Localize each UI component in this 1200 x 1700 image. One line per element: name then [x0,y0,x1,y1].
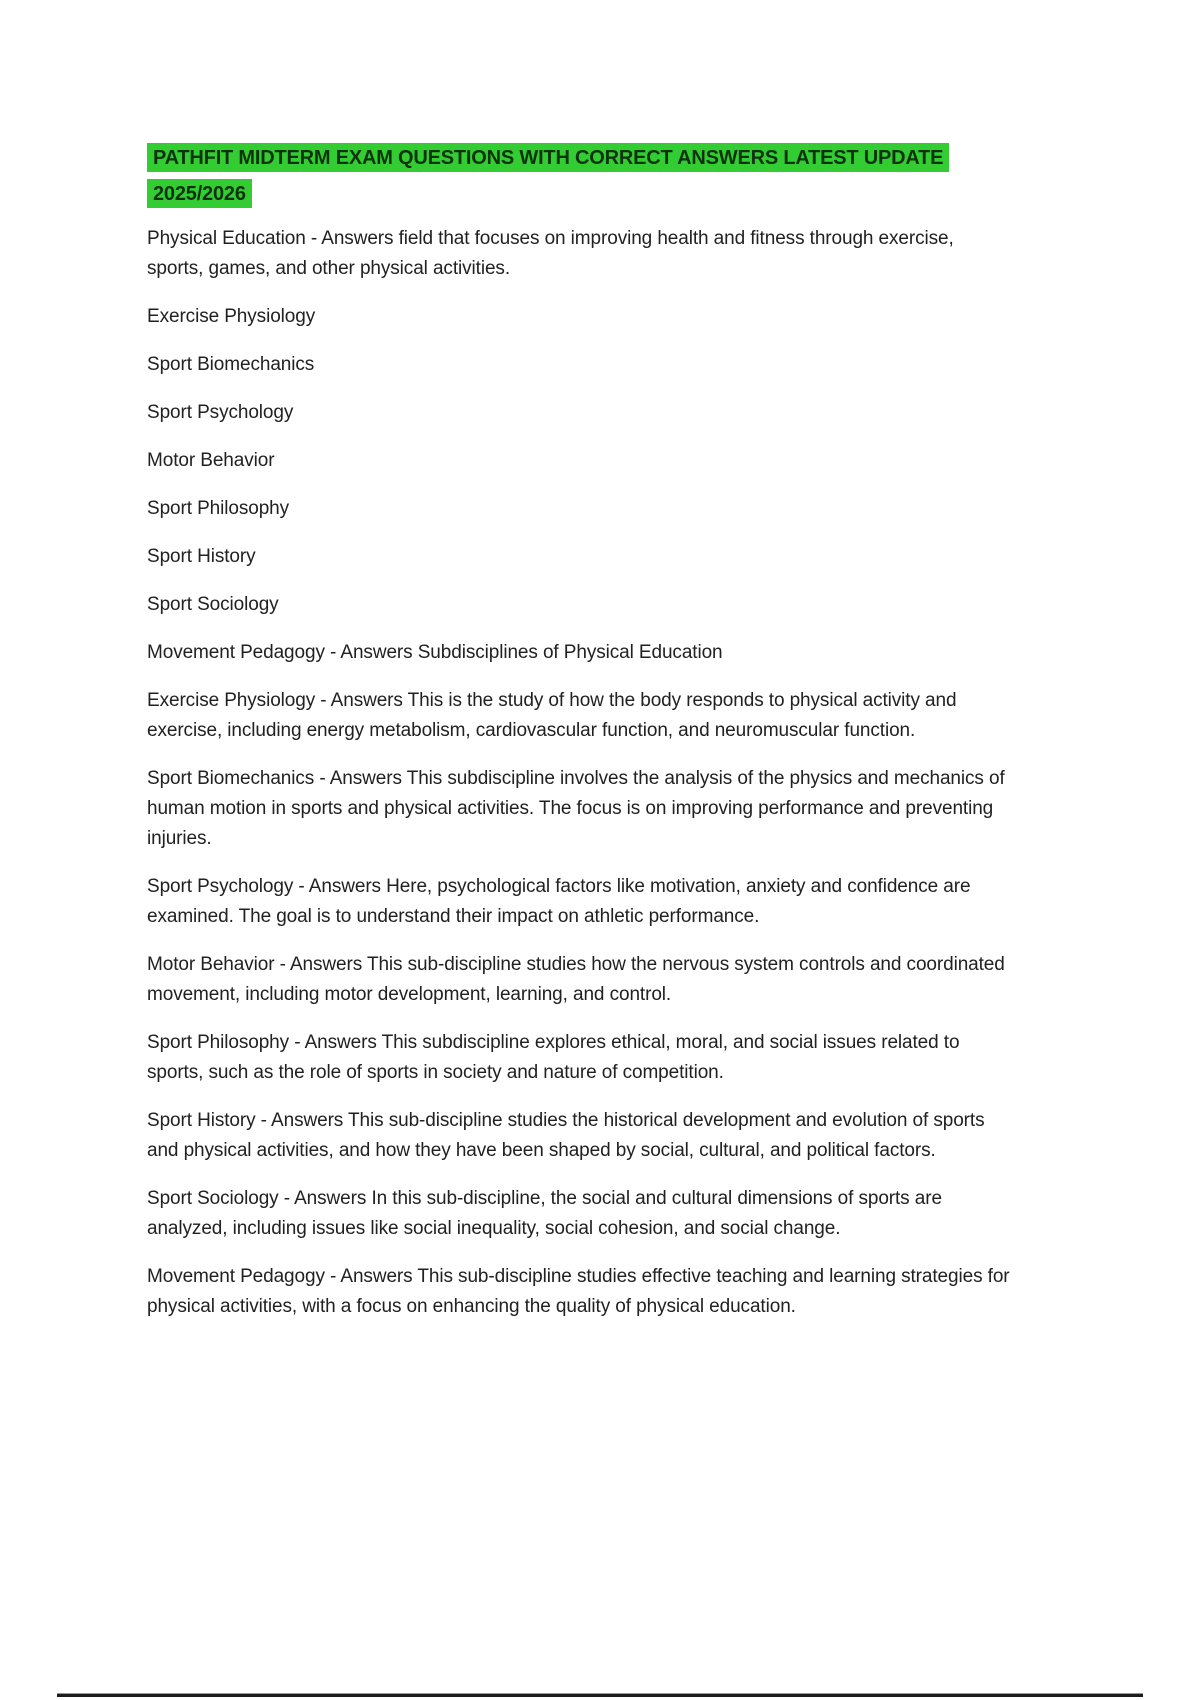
paragraph: Sport Psychology [147,402,294,423]
paragraph: Sport Biomechanics [147,354,315,375]
paragraph: Sport Psychology - Answers Here, psychological factors like motivation, anxiety and confidence are examined. The goal is to understand their impact on athletic performance. [147,876,971,927]
paragraph: Sport History [147,546,256,567]
paragraph: Sport Biomechanics - Answers This subdiscipline involves the analysis of the physics and mechanics of human motion in sports and physical activities. The focus is on improving performance and preventing injuries. [147,768,1005,849]
paragraph: Motor Behavior - Answers This sub-discipline studies how the nervous system controls and coordinated movement, including motor development, learning, and control. [147,954,1005,1005]
paragraph: Sport Sociology - Answers In this sub-discipline, the social and cultural dimensions of sports are analyzed, including issues like social inequality, social cohesion, and social change. [147,1188,942,1239]
page-break-divider [57,1693,1143,1697]
paragraph: Exercise Physiology - Answers This is the study of how the body responds to physical activity and exercise, including energy metabolism, cardiovascular function, and neuromuscular function. [147,690,957,741]
page-title-highlight: PATHFIT MIDTERM EXAM QUESTIONS WITH CORRECT ANSWERS LATEST UPDATE 2025/2026 [147,143,949,208]
paragraph: Sport Philosophy [147,498,290,519]
paragraph: Motor Behavior [147,450,275,471]
paragraph: Sport Philosophy - Answers This subdiscipline explores ethical, moral, and social issues related to sports, such as the role of sports in society and nature of competition. [147,1032,960,1083]
page-title [147,140,1015,212]
document-content [147,140,1015,1340]
document-body [147,224,1015,1322]
paragraph: Physical Education - Answers field that focuses on improving health and fitness through exercise, sports, games, and other physical activities. [147,228,954,279]
paragraph: Movement Pedagogy - Answers This sub-discipline studies effective teaching and learning strategies for physical activities, with a focus on enhancing the quality of physical education. [147,1266,1010,1317]
paragraph: Movement Pedagogy - Answers Subdisciplines of Physical Education [147,642,723,663]
paragraph: Exercise Physiology [147,306,316,327]
paragraph: Sport Sociology [147,594,279,615]
paragraph: Sport History - Answers This sub-discipline studies the historical development and evolution of sports and physical activities, and how they have been shaped by social, cultural, and political factors. [147,1110,985,1161]
